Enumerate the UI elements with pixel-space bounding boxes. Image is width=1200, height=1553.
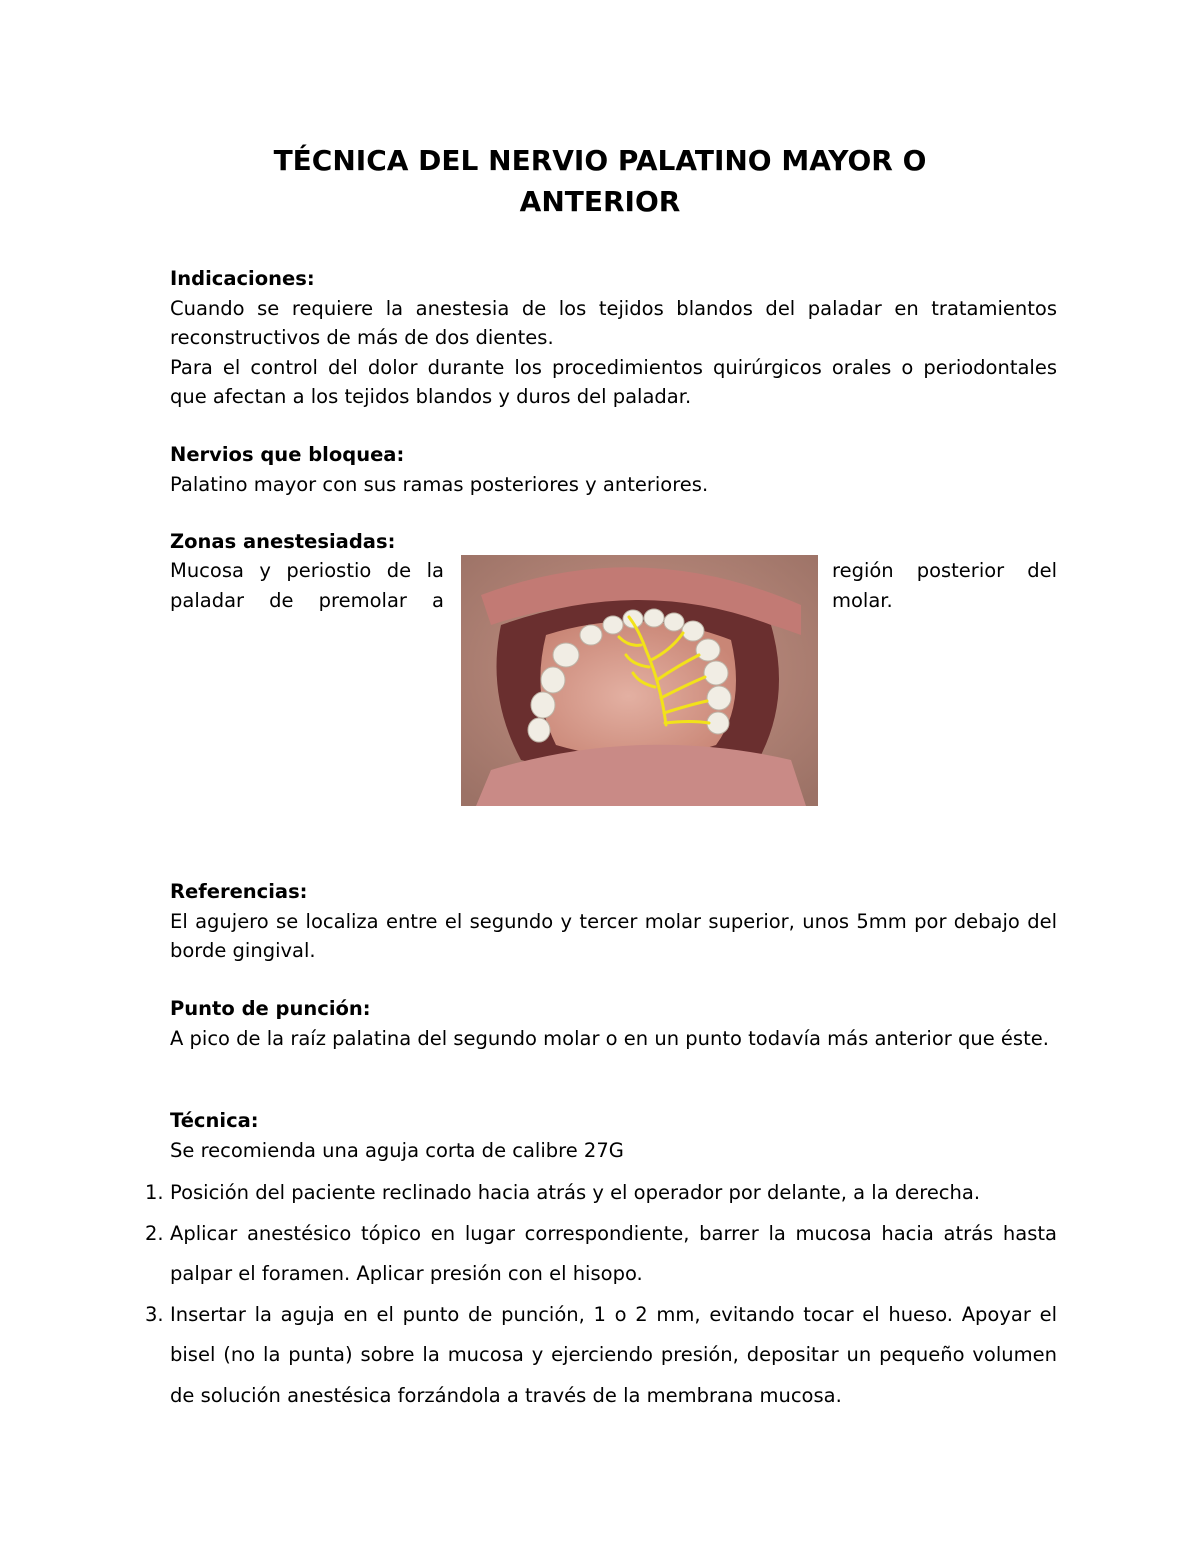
zonas-left-line-1: Mucosa y periostio de la (170, 559, 444, 582)
heading-nervios: Nervios que bloquea: (170, 443, 405, 466)
nervios-text: Palatino mayor con sus ramas posteriores y anteriores. (170, 472, 709, 496)
step-text: Insertar la aguja en el punto de punción, 1 o 2 mm, evitando tocar el hueso. Apoyar el bisel (no la punta) sobre la mucosa y ejerciendo presión, depositar un pequeño volumen de solución anestésica forzándola a través de la membrana mucosa. (170, 1302, 1057, 1407)
tecnica-steps (145, 1173, 1057, 1416)
section-referencias (170, 877, 1057, 966)
step-text: Aplicar anestésico tópico en lugar correspondiente, barrer la mucosa hacia atrás hasta palpar el foramen. Aplicar presión con el hisopo. (170, 1221, 1057, 1285)
document-title: TÉCNICA DEL NERVIO PALATINO MAYOR O ANTERIOR (273, 144, 927, 218)
referencias-text: El agujero se localiza entre el segundo y tercer molar superior, unos 5mm por debajo del borde gingival. (170, 909, 1057, 962)
heading-indicaciones: Indicaciones: (170, 267, 315, 290)
section-zonas (170, 527, 1057, 557)
indicaciones-paragraph-2: Para el control del dolor durante los procedimientos quirúrgicos orales o periodontales que afectan a los tejidos blandos y duros del paladar. (170, 355, 1057, 408)
section-tecnica (170, 1106, 1057, 1165)
puncion-text: A pico de la raíz palatina del segundo molar o en un punto todavía más anterior que éste. (170, 1026, 1049, 1050)
zonas-text-left (170, 556, 444, 616)
section-nervios (170, 440, 1057, 499)
step-item (145, 1214, 1057, 1295)
step-item (145, 1173, 1057, 1214)
step-number: 3. (145, 1302, 164, 1326)
step-number: 1. (145, 1181, 164, 1204)
tecnica-intro: Se recomienda una aguja corta de calibre 27G (170, 1138, 624, 1162)
zonas-right-line-1: región posterior del (832, 559, 1057, 582)
zonas-right-line-2: molar. (832, 589, 893, 612)
step-item (145, 1295, 1057, 1417)
heading-tecnica: Técnica: (170, 1109, 259, 1132)
heading-zonas: Zonas anestesiadas: (170, 530, 396, 553)
zonas-left-line-2: paladar de premolar a (170, 589, 444, 612)
heading-puncion: Punto de punción: (170, 997, 371, 1020)
zonas-text-right (832, 556, 1057, 616)
section-indicaciones (170, 264, 1057, 412)
section-puncion (170, 994, 1057, 1053)
indicaciones-paragraph-1: Cuando se requiere la anestesia de los tejidos blandos del paladar en tratamientos reconstructivos de más de dos dientes. (170, 296, 1057, 349)
heading-referencias: Referencias: (170, 880, 308, 903)
palate-photo (461, 555, 818, 806)
palate-nerve-illustration (461, 555, 818, 806)
step-number: 2. (145, 1221, 164, 1245)
step-text: Posición del paciente reclinado hacia atrás y el operador por delante, a la derecha. (170, 1181, 981, 1204)
